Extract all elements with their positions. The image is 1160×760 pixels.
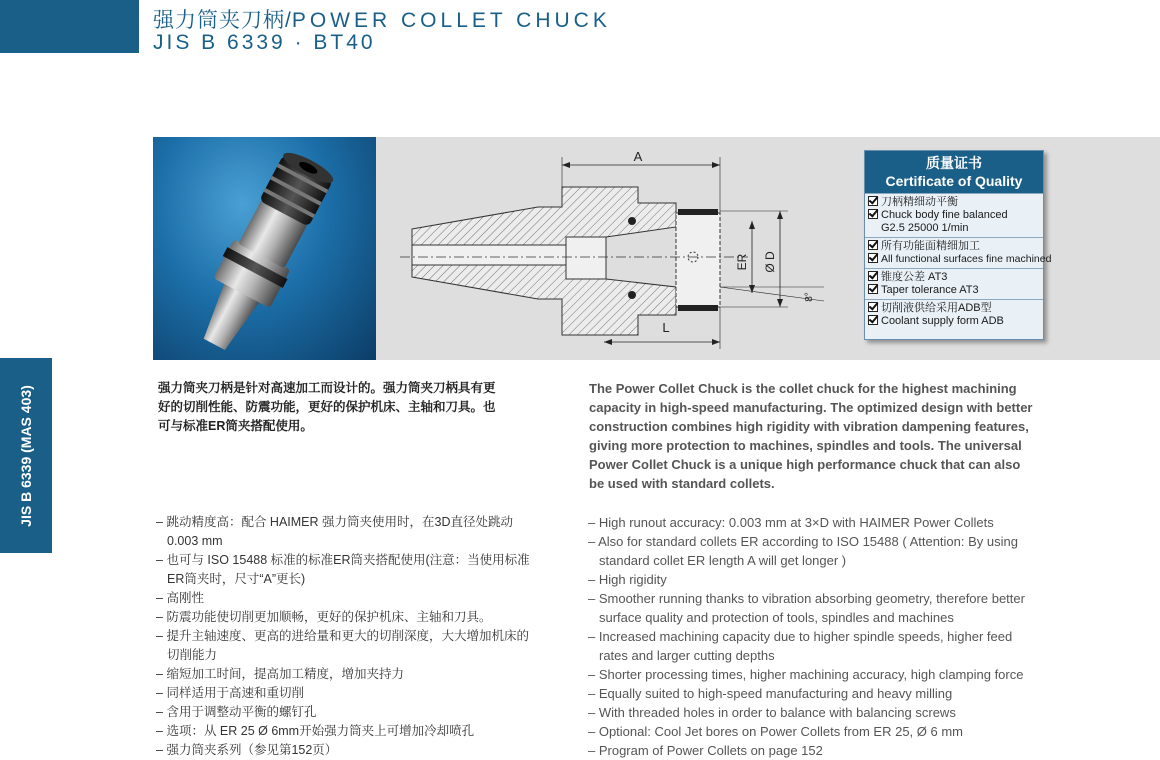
list-item: – Equally suited to high-speed manufacturing and heavy milling: [588, 684, 1038, 703]
list-item: – Increased machining capacity due to higher spindle speeds, higher feed rates and larger cutting depths: [588, 627, 1038, 665]
checkbox-icon: [868, 284, 878, 294]
checkbox-icon: [868, 315, 878, 325]
certificate-item: [865, 268, 1043, 299]
checkbox-icon: [868, 253, 878, 263]
list-item: – With threaded holes in order to balance with balancing screws: [588, 703, 1038, 722]
list-item: – 跳动精度高：配合 HAIMER 强力筒夹使用时，在3D直径处跳动0.003 mm: [156, 513, 536, 551]
checkbox-icon: [868, 196, 878, 206]
checkbox-icon: [868, 240, 878, 250]
page-title: [153, 4, 611, 34]
side-section-tab: [0, 358, 52, 553]
certificate-item-en: Coolant supply form ADB: [881, 315, 1004, 327]
certificate-item-cn: 切削液供给采用ADB型: [881, 302, 992, 314]
intro-paragraph-en: The Power Collet Chuck is the collet chuck for the highest machining capacity in high-speed manufacturing. The optimized design with better construction combines high rigidity with vibration dampening features, giving more protection to machines, spindles and tools. The universal Power Collet Chuck is a unique high performance chuck that can also be used with standard collets.: [589, 381, 1033, 491]
list-item: – Also for standard collets ER according to ISO 15488 ( Attention: By using standard collet ER length A will get longer ): [588, 532, 1038, 570]
collet-chuck-image: [153, 137, 376, 360]
dimension-angle-label: 8°: [804, 292, 815, 302]
page-subtitle-standard: JIS B 6339 · BT40: [153, 31, 376, 54]
list-item: – 提升主轴速度、更高的进给量和更大的切削深度，大大增加机床的切削能力: [156, 627, 536, 665]
list-item: – High runout accuracy: 0.003 mm at 3×D with HAIMER Power Collets: [588, 513, 1038, 532]
dimension-a-label: A: [633, 149, 643, 164]
page-title-cn: 强力筒夹刀柄/: [153, 9, 292, 32]
list-item: – Smoother running thanks to vibration absorbing geometry, therefore better surface quality and protection of tools, spindles and machines: [588, 589, 1038, 627]
list-item: – 含用于调整动平衡的螺钉孔: [156, 703, 536, 722]
header-color-bar: [0, 0, 139, 53]
certificate-title-cn: 质量证书: [926, 155, 982, 171]
list-item: – 同样适用于高速和重切削: [156, 684, 536, 703]
list-item: – 防震功能使切削更加顺畅，更好的保护机床、主轴和刀具。: [156, 608, 536, 627]
certificate-item-cn: 所有功能面精细加工: [881, 240, 980, 252]
intro-paragraph-cn: 强力筒夹刀柄是针对高速加工而设计的。强力筒夹刀柄具有更好的切削性能、防震功能，更好的保护机床、主轴和刀具。也可与标准ER筒夹搭配使用。: [158, 381, 496, 433]
certificate-item: [865, 193, 1043, 237]
certificate-item: [865, 299, 1043, 330]
certificate-title-en: Certificate of Quality: [885, 173, 1023, 189]
list-item: – 强力筒夹系列（参见第152页）: [156, 741, 536, 760]
feature-list-cn: [156, 513, 536, 760]
checkbox-icon: [868, 209, 878, 219]
side-tab-label: JIS B 6339 (MAS 403): [18, 385, 34, 527]
certificate-item-en: Chuck body fine balanced: [881, 209, 1008, 221]
certificate-item-cn: 锥度公差 AT3: [881, 271, 948, 283]
list-item: – 选项：从 ER 25 Ø 6mm开始强力筒夹上可增加冷却喷孔: [156, 722, 536, 741]
page-title-en: POWER COLLET CHUCK: [291, 9, 611, 32]
checkbox-icon: [868, 302, 878, 312]
list-item: – 缩短加工时间，提高加工精度，增加夹持力: [156, 665, 536, 684]
certificate-item-extra: G2.5 25000 1/min: [881, 222, 969, 234]
list-item: – Shorter processing times, higher machining accuracy, high clamping force: [588, 665, 1038, 684]
checkbox-icon: [868, 271, 878, 281]
certificate-item-cn: 刀柄精细动平衡: [881, 196, 958, 208]
certificate-item: [865, 237, 1052, 268]
dimension-d-label: Ø D: [763, 251, 777, 273]
list-item: – 也可与 ISO 15488 标准的标准ER筒夹搭配使用(注意：当使用标准ER筒夹时，尺寸“A”更长): [156, 551, 536, 589]
list-item: – Optional: Cool Jet bores on Power Collets from ER 25, Ø 6 mm: [588, 722, 1038, 741]
feature-list-en: [588, 513, 1038, 760]
certificate-header: [865, 151, 1043, 193]
dimension-er-label: ER: [735, 253, 749, 271]
certificate-item-en: All functional surfaces fine machined: [881, 253, 1052, 265]
quality-certificate: [864, 150, 1052, 340]
list-item: – 高刚性: [156, 589, 536, 608]
certificate-item-en: Taper tolerance AT3: [881, 284, 979, 296]
product-photo: [153, 137, 376, 360]
list-item: – Program of Power Collets on page 152: [588, 741, 1038, 760]
dimension-l-label: L: [662, 320, 670, 335]
list-item: – High rigidity: [588, 570, 1038, 589]
